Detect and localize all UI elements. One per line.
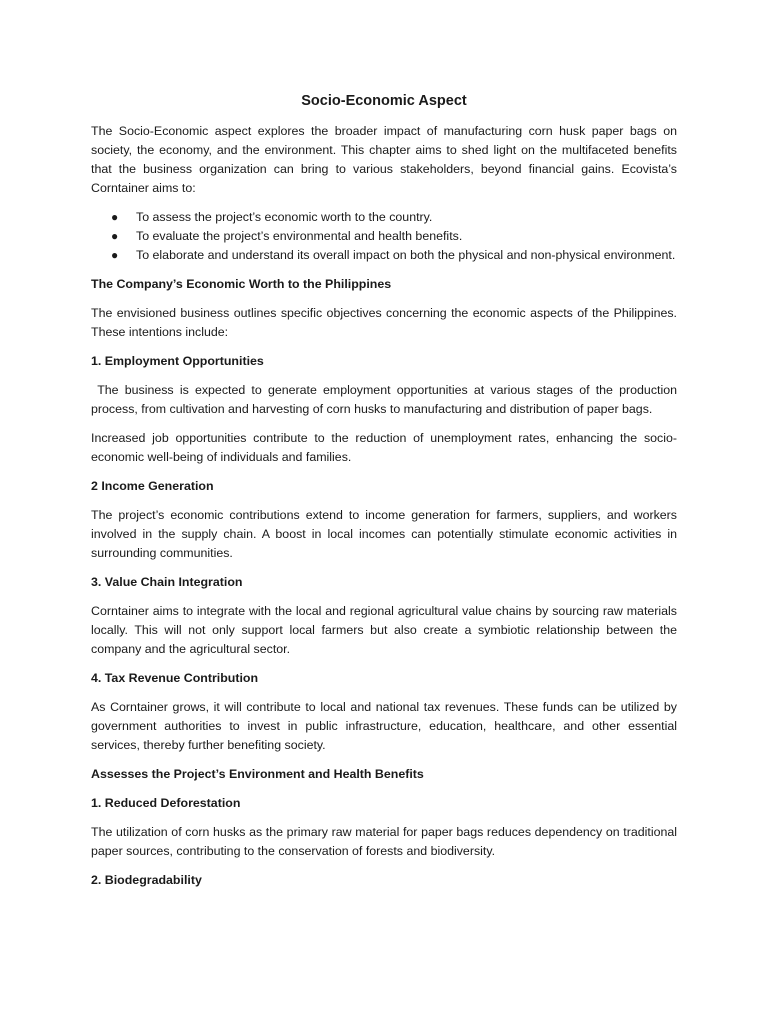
section-heading: Assesses the Project’s Environment and Health Benefits (91, 767, 424, 781)
subsection-heading: 1. Employment Opportunities (91, 354, 264, 368)
subsection-heading: 3. Value Chain Integration (91, 575, 243, 589)
intro-paragraph: The Socio-Economic aspect explores the broader impact of manufacturing corn husk paper bags on society, the economy, and the environment. This chapter aims to shed light on the multifaceted benefits that the business organization can bring to various stakeholders, beyond financial gains. Ecovista’s Corntainer aims to: (91, 124, 677, 195)
aim-text: To elaborate and understand its overall impact on both the physical and non-physical environment. (136, 248, 676, 262)
subsection-heading: 2. Biodegradability (91, 873, 202, 887)
aim-text: To assess the project’s economic worth to the country. (136, 210, 433, 224)
list-item (91, 246, 677, 265)
paragraph: Increased job opportunities contribute to the reduction of unemployment rates, enhancing the socio-economic well-being of individuals and families. (91, 431, 677, 464)
paragraph: As Corntainer grows, it will contribute to local and national tax revenues. These funds can be utilized by government authorities to invest in public infrastructure, education, healthcare, and other essential services, thereby further benefiting society. (91, 700, 677, 752)
list-item (91, 227, 677, 246)
aims-list (91, 208, 677, 265)
subsection-heading: 2 Income Generation (91, 479, 214, 493)
paragraph: The project’s economic contributions extend to income generation for farmers, suppliers, and workers involved in the supply chain. A boost in local incomes can potentially stimulate economic activities in surrounding communities. (91, 508, 677, 560)
page-title: Socio-Economic Aspect (301, 93, 467, 109)
subsection-heading: 4. Tax Revenue Contribution (91, 671, 259, 685)
document-page (91, 90, 681, 900)
paragraph: The utilization of corn husks as the primary raw material for paper bags reduces dependency on traditional paper sources, contributing to the conservation of forests and biodiversity. (91, 825, 677, 858)
aim-text: To evaluate the project’s environmental and health benefits. (136, 229, 463, 243)
bullet-icon: ● (111, 248, 119, 262)
list-item (91, 208, 677, 227)
bullet-icon: ● (111, 229, 119, 243)
bullet-icon: ● (111, 210, 119, 224)
subsection-heading: 1. Reduced Deforestation (91, 796, 241, 810)
paragraph: The business is expected to generate employment opportunities at various stages of the production process, from cultivation and harvesting of corn husks to manufacturing and distribution of paper bags. (91, 383, 681, 416)
section-intro: The envisioned business outlines specific objectives concerning the economic aspects of the Philippines. These intentions include: (91, 306, 677, 339)
section-heading: The Company’s Economic Worth to the Philippines (91, 277, 392, 291)
paragraph: Corntainer aims to integrate with the local and regional agricultural value chains by sourcing raw materials locally. This will not only support local farmers but also create a symbiotic relationship between the company and the agricultural sector. (91, 604, 677, 656)
